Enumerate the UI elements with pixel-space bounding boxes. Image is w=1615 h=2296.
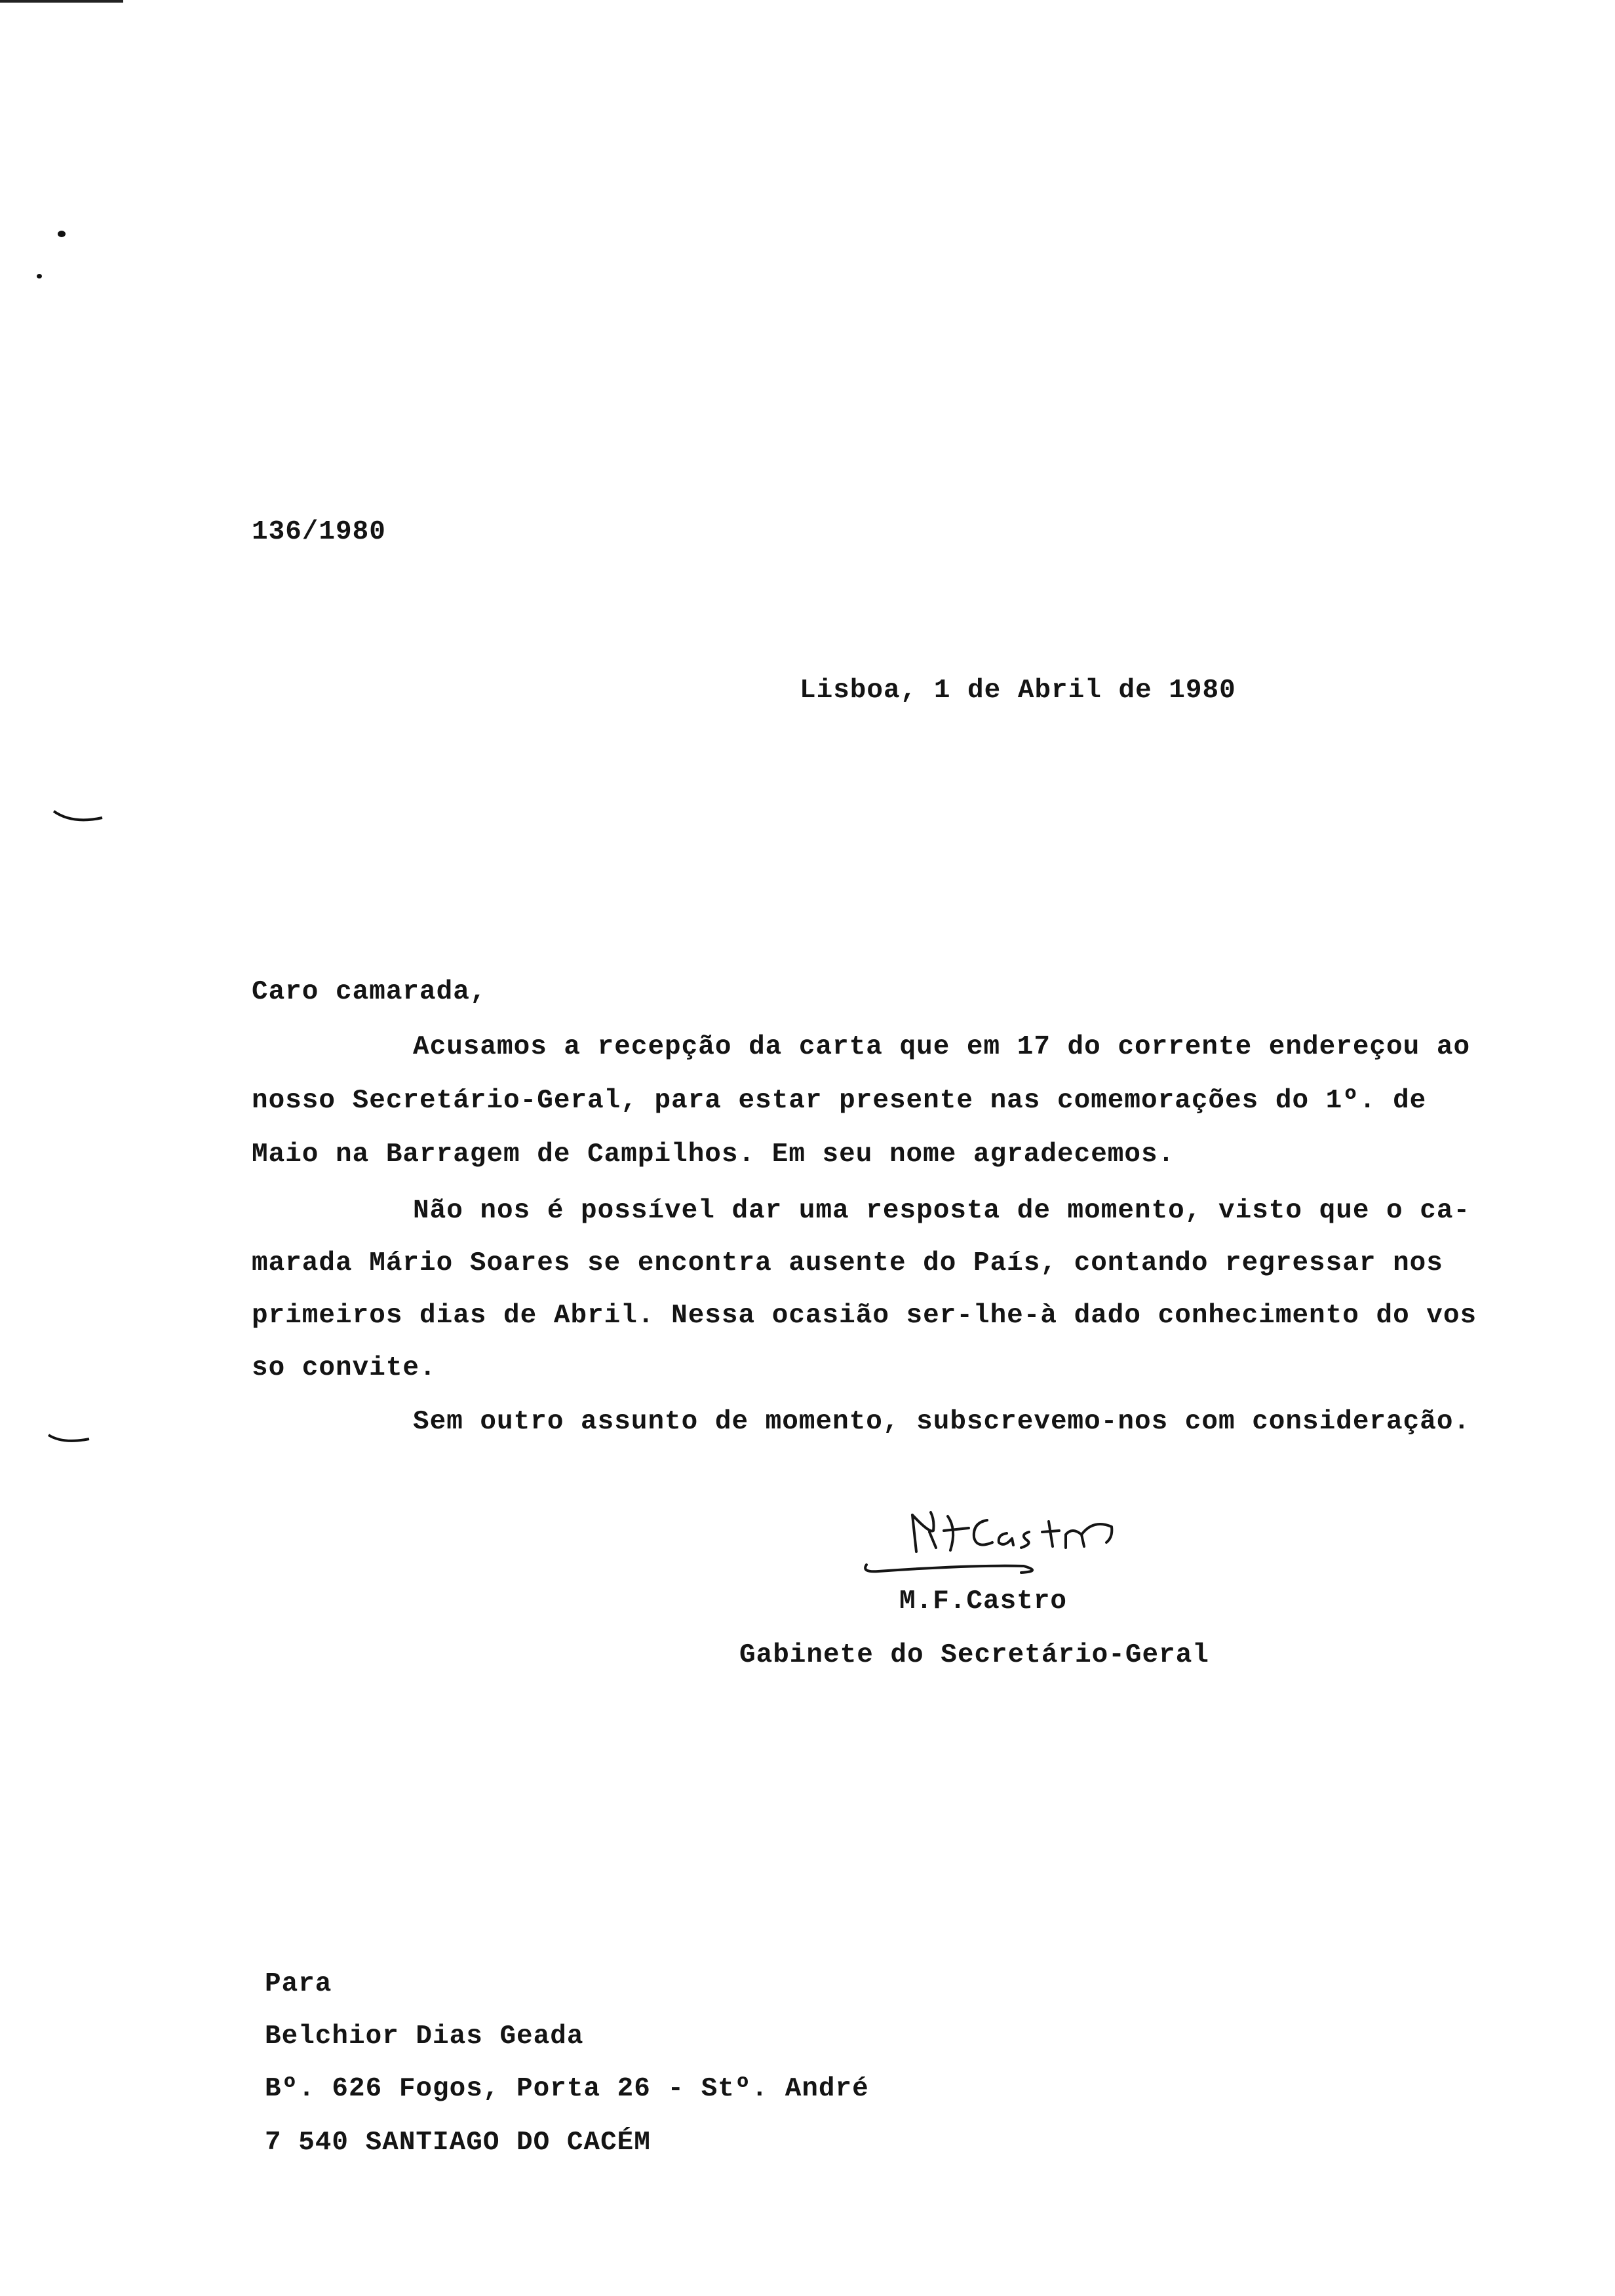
margin-dot-mark: [58, 231, 66, 237]
paragraph-line: Acusamos a recepção da carta que em 17 do corrente endereçou ao: [413, 1032, 1471, 1062]
reference-number: 136/1980: [252, 517, 386, 547]
recipient-name: Belchior Dias Geada: [265, 2021, 584, 2052]
top-edge-rule: [0, 0, 123, 3]
salutation: Caro camarada,: [252, 977, 487, 1007]
paragraph-line: primeiros dias de Abril. Nessa ocasião ser-lhe-à dado conhecimento do vos: [252, 1301, 1477, 1331]
margin-tick-mark: [52, 807, 105, 827]
recipient-label: Para: [265, 1969, 332, 1999]
margin-tick-mark: [47, 1430, 93, 1449]
place-and-date: Lisboa, 1 de Abril de 1980: [800, 676, 1236, 706]
handwritten-signature: [852, 1474, 1154, 1605]
paragraph-line: Maio na Barragem de Campilhos. Em seu nome agradecemos.: [252, 1139, 1175, 1170]
paragraph-line: so convite.: [252, 1353, 437, 1383]
paragraph-line: Não nos é possível dar uma resposta de momento, visto que o ca-: [413, 1196, 1471, 1226]
signatory-name: M.F.Castro: [899, 1586, 1068, 1617]
recipient-postal-line: 7 540 SANTIAGO DO CACÉM: [265, 2128, 651, 2158]
paragraph-line: Sem outro assunto de momento, subscrevemo-nos com consideração.: [413, 1407, 1471, 1437]
paragraph-line: marada Mário Soares se encontra ausente do País, contando regressar nos: [252, 1248, 1443, 1278]
recipient-address: Bº. 626 Fogos, Porta 26 - Stº. André: [265, 2074, 869, 2104]
paragraph-line: nosso Secretário-Geral, para estar presente nas comemorações do 1º. de: [252, 1086, 1427, 1116]
margin-dot-mark: [37, 274, 42, 278]
signatory-office: Gabinete do Secretário-Geral: [739, 1640, 1209, 1670]
